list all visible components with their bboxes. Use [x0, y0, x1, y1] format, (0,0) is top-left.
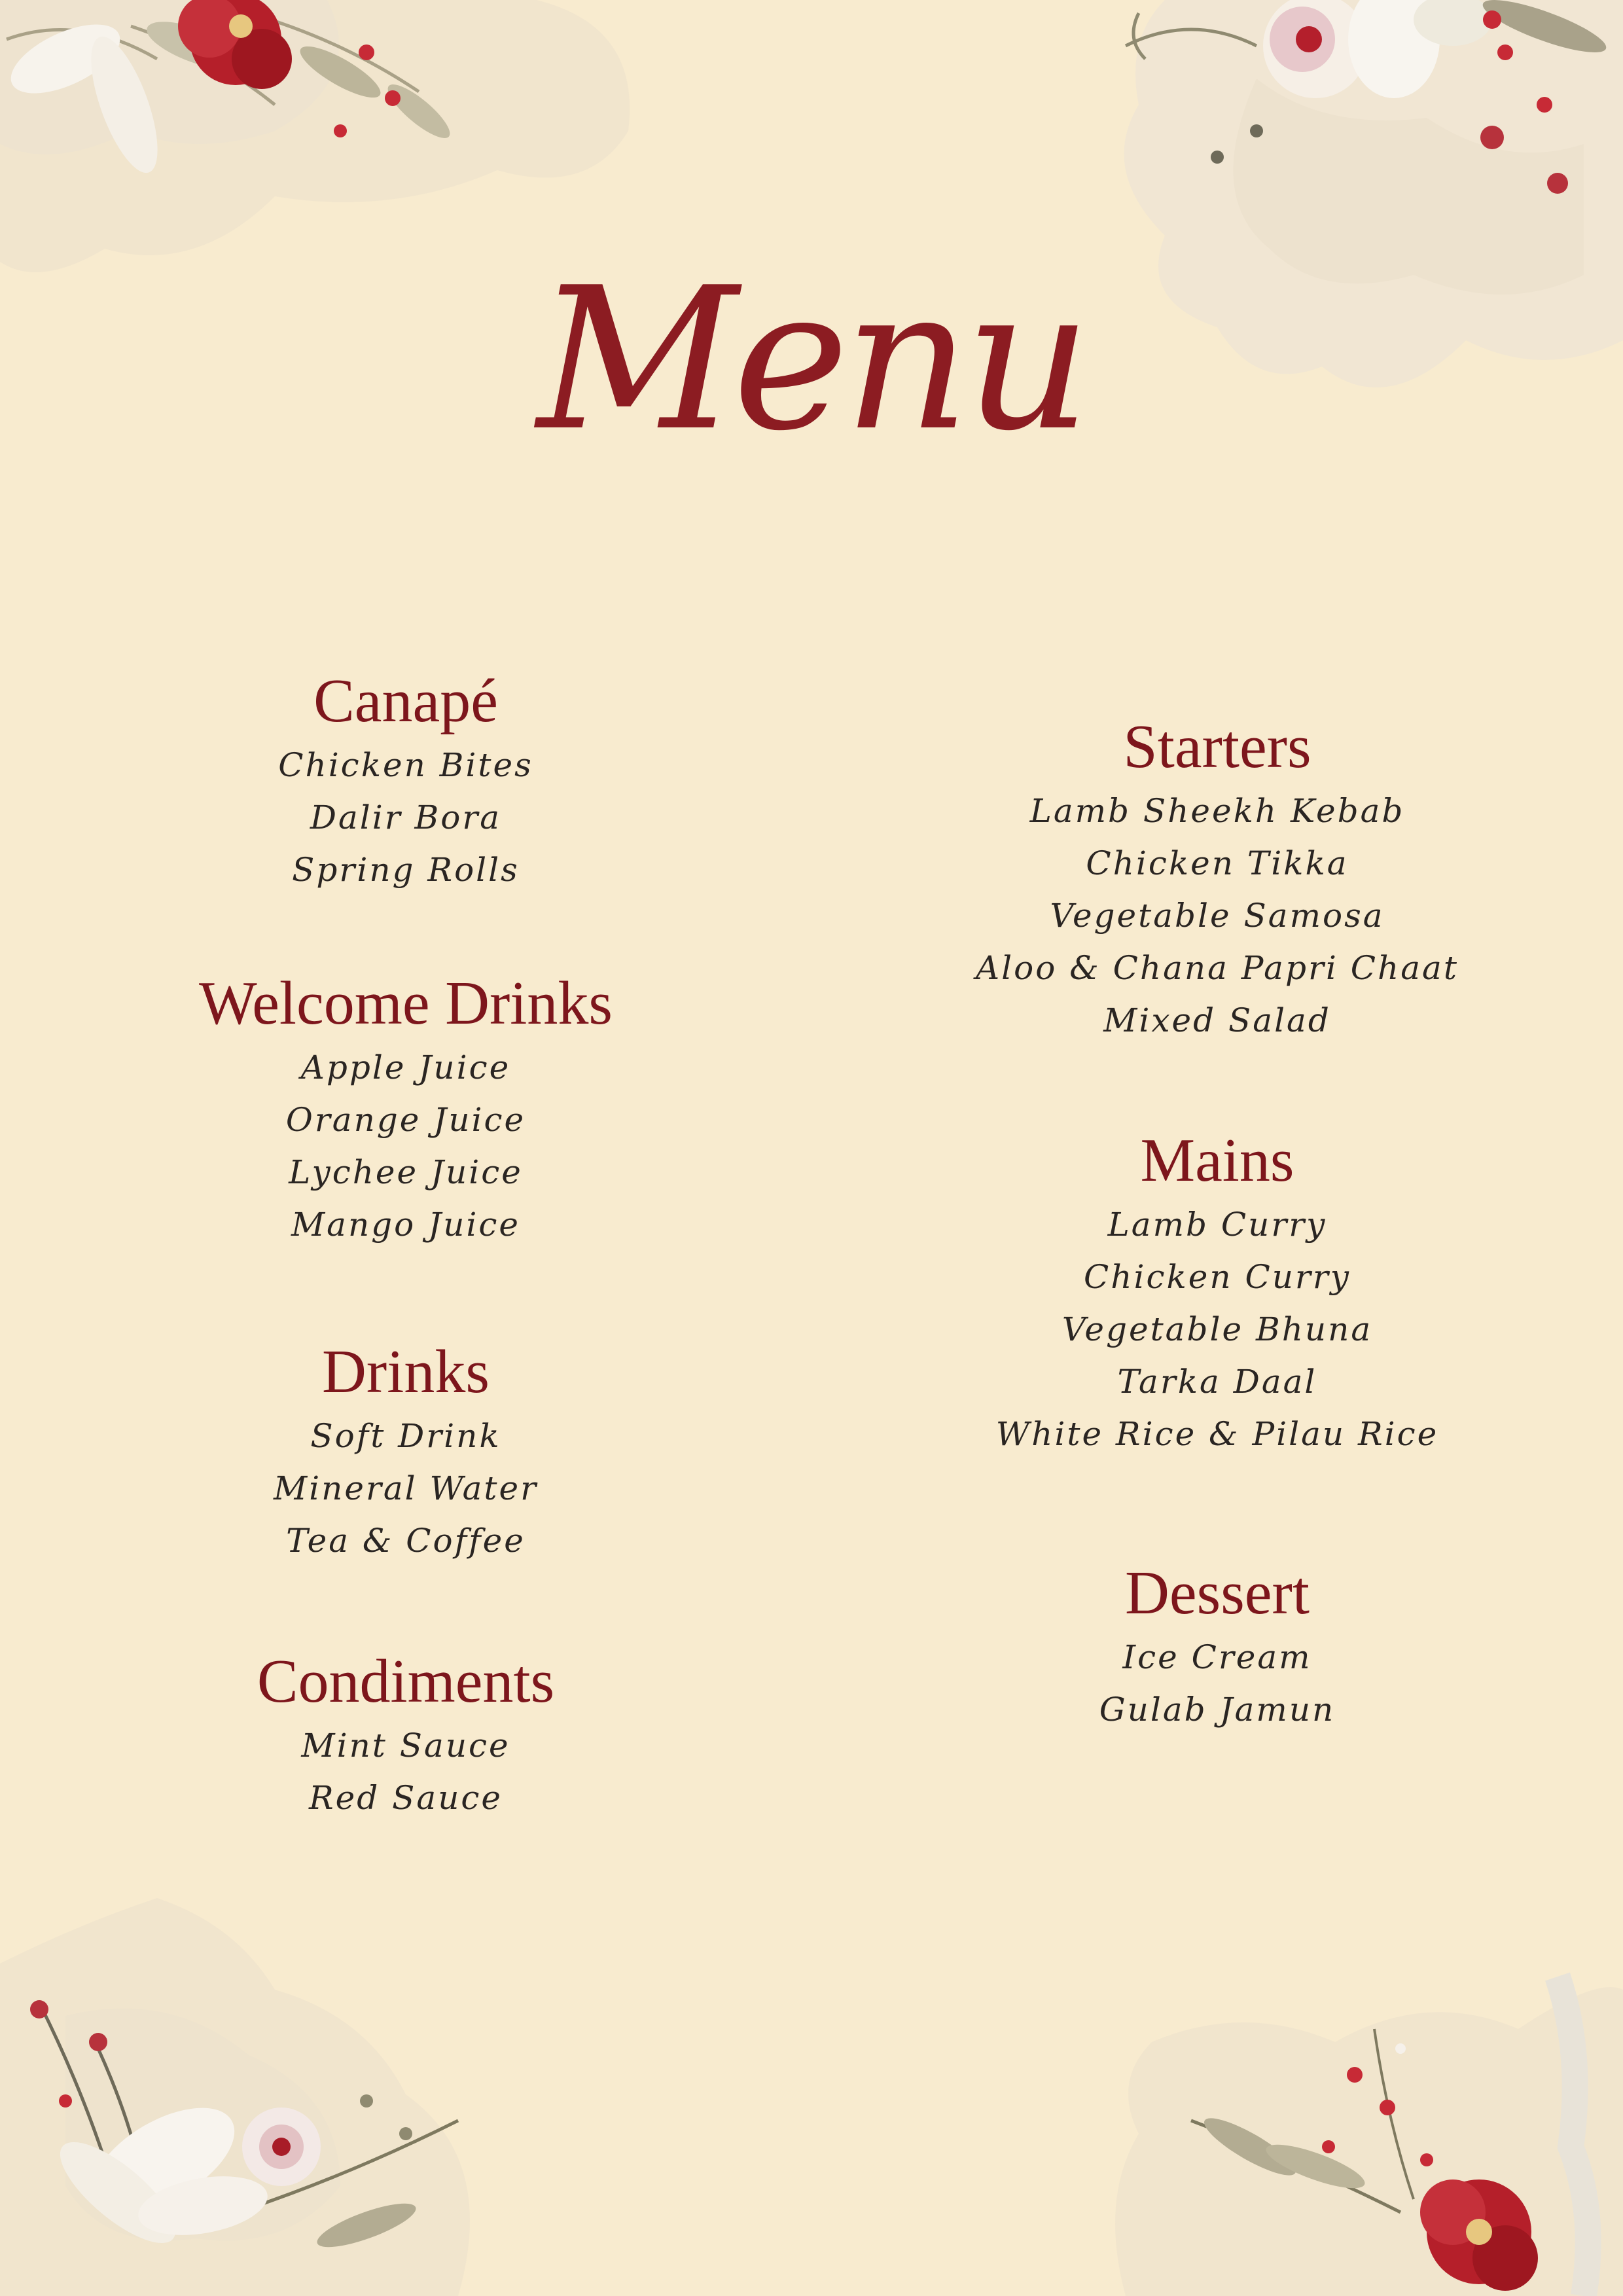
- menu-item: Mineral Water: [273, 1469, 538, 1508]
- floral-decoration-bottom-right: [1099, 1950, 1623, 2296]
- menu-item: Lamb Curry: [1107, 1206, 1327, 1244]
- menu-item: Vegetable Bhuna: [1061, 1310, 1373, 1349]
- menu-title: Menu: [537, 245, 1086, 474]
- floral-decoration-bottom-left: [0, 1885, 524, 2296]
- menu-item: Gulab Jamun: [1099, 1691, 1336, 1729]
- section-starters: [916, 713, 1518, 1047]
- section-heading: Dessert: [1125, 1559, 1310, 1627]
- section-heading: Starters: [1123, 713, 1311, 781]
- section-condiments: [105, 1648, 707, 1824]
- section-dessert: [916, 1560, 1518, 1736]
- menu-item: Soft Drink: [310, 1417, 501, 1456]
- menu-item: Mint Sauce: [301, 1727, 510, 1765]
- section-welcome-drinks: [105, 970, 707, 1251]
- menu-item: Lychee Juice: [289, 1153, 523, 1192]
- menu-item: Orange Juice: [285, 1101, 526, 1139]
- menu-item: Vegetable Samosa: [1050, 897, 1385, 935]
- section-heading: Condiments: [257, 1647, 555, 1715]
- menu-item: Mango Juice: [291, 1206, 521, 1244]
- section-heading: Welcome Drinks: [199, 969, 613, 1037]
- menu-item: Apple Juice: [300, 1049, 511, 1087]
- menu-item: Chicken Curry: [1084, 1258, 1351, 1297]
- section-canape: [105, 668, 707, 896]
- menu-item: Chicken Bites: [278, 746, 533, 785]
- menu-item: Ice Cream: [1122, 1638, 1312, 1677]
- menu-item: Chicken Tikka: [1086, 844, 1349, 883]
- menu-item: Red Sauce: [309, 1779, 503, 1818]
- menu-item: White Rice & Pilau Rice: [995, 1415, 1439, 1454]
- section-drinks: [105, 1338, 707, 1567]
- menu-item: Tea & Coffee: [286, 1522, 526, 1560]
- menu-item: Lamb Sheekh Kebab: [1029, 792, 1405, 831]
- section-heading: Canapé: [313, 667, 498, 735]
- menu-item: Aloo & Chana Papri Chaat: [976, 949, 1459, 988]
- menu-item: Mixed Salad: [1103, 1001, 1331, 1040]
- section-heading: Mains: [1140, 1126, 1294, 1194]
- menu-item: Dalir Bora: [310, 798, 502, 837]
- menu-item: Tarka Daal: [1117, 1363, 1317, 1401]
- section-heading: Drinks: [322, 1338, 490, 1406]
- menu-item: Spring Rolls: [292, 851, 520, 889]
- section-mains: [916, 1127, 1518, 1460]
